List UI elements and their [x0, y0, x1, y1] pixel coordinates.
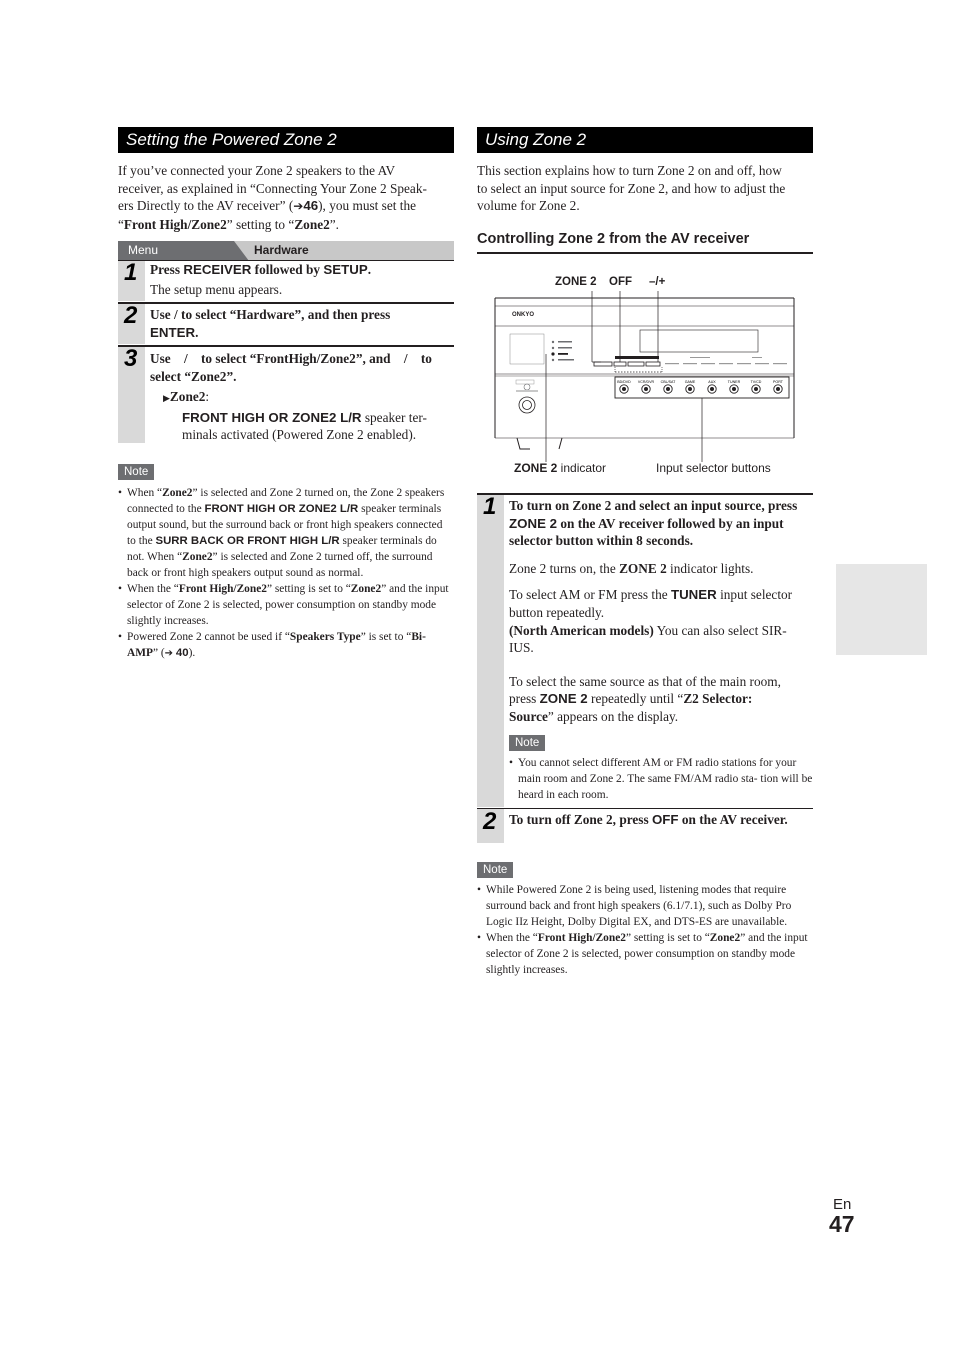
input-button-label: GAME — [684, 380, 696, 384]
step-paragraph: Source” appears on the display. — [509, 708, 679, 724]
step-paragraph: IUS. — [509, 640, 534, 656]
step-heading: Use / to select “Hardware”, and then press — [150, 307, 391, 322]
step-paragraph: (North American models) You can also select SIR- — [509, 622, 787, 638]
diagram-label-zone2: ZONE 2 — [555, 276, 597, 288]
note-item: • When “Zone2” is selected and Zone 2 turned on, the Zone 2 speakers connected to the FRONT HIGH OR ZONE2 L/R speaker terminals output sound, but the surround back or front high speakers connected to the SURR BACK OR FRONT HIGH L/R speaker terminals do not. When “Zone2” is selected and Zone 2 turned off, the surround back or front high speakers output sound as normal. — [118, 485, 454, 581]
menu-path-hardware: Hardware — [254, 243, 309, 257]
input-button-label: VCR/DVR — [637, 380, 655, 384]
diagram-label-volume: –/+ — [649, 276, 666, 288]
step-paragraph: To select AM or FM press the TUNER input selector — [509, 587, 793, 603]
step-paragraph: To select the same source as that of the main room, — [509, 673, 781, 689]
triangle-right-icon: ▶ — [163, 394, 170, 405]
intro-line: volume for Zone 2. — [477, 198, 580, 214]
step-number: 3 — [124, 345, 138, 372]
diagram-label-zone2-indicator: ZONE 2 indicator — [514, 461, 607, 475]
input-selector-button-center — [688, 387, 692, 391]
step-heading: ZONE 2 on the AV receiver followed by an input — [509, 515, 784, 531]
step-desc: The setup menu appears. — [150, 281, 283, 297]
page-language: En — [833, 1196, 852, 1213]
input-button-label: AUX — [708, 380, 716, 384]
input-selector-button-center — [732, 387, 736, 391]
input-selector-button-center — [754, 387, 758, 391]
diagram-label-input-selectors: Input selector buttons — [656, 461, 771, 475]
arrow-icon: ➔ — [293, 199, 304, 214]
section-title-powered-zone2: Setting the Powered Zone 2 — [118, 127, 454, 153]
diagram-label-off: OFF — [609, 276, 632, 288]
section-title-using-zone2: Using Zone 2 — [477, 127, 813, 153]
step-heading: ENTER. — [150, 324, 199, 340]
step-paragraph: press ZONE 2 repeatedly until “Z2 Selector: — [509, 691, 753, 707]
note-item: • When the “Front High/Zone2” setting is set to “Zone2” and the input selector of Zone 2 is selected, power consumption on standby mode slightly increases. — [477, 930, 813, 978]
step-1-text — [150, 261, 454, 298]
intro-line: This section explains how to turn Zone 2 on and off, how — [477, 163, 782, 178]
left-intro — [118, 162, 458, 233]
input-button-label: PORT — [773, 380, 783, 384]
intro-line: “Front High/Zone2” setting to “Zone2”. — [118, 216, 340, 232]
menu-path-bar — [118, 241, 454, 261]
step-3-text — [150, 350, 454, 444]
brand-logo: ONKYO — [512, 312, 535, 318]
note-item: • Powered Zone 2 cannot be used if “Speakers Type” is set to “Bi-AMP” (➔ 40). — [118, 629, 454, 662]
input-button-label: TV/CD — [750, 380, 762, 384]
input-selector-buttons — [617, 380, 784, 393]
note-item: • When the “Front High/Zone2” setting is set to “Zone2” and the input selector of Zone 2 is selected, power consumption on standby mode slightly increases. — [118, 581, 454, 629]
step-heading: Press RECEIVER followed by SETUP. — [150, 262, 372, 277]
right-step-1-text — [509, 497, 813, 726]
right-step-2-text: To turn off Zone 2, press OFF on the AV receiver. — [509, 812, 788, 827]
step-note-list — [509, 755, 813, 803]
note-badge: Note — [477, 862, 513, 878]
step-2-text — [150, 306, 454, 341]
input-button-label: CBL/SAT — [660, 380, 676, 384]
intro-line: ers Directly to the AV receiver” (➔46), you must set the — [118, 198, 416, 214]
input-selector-button-center — [644, 387, 648, 391]
page-number: 47 — [829, 1211, 855, 1237]
input-button-label: TUNER — [727, 380, 741, 384]
step-heading: Use / to select “FrontHigh/Zone2”, and / to — [150, 351, 432, 366]
right-intro — [477, 162, 817, 215]
option-desc: minals activated (Powered Zone 2 enabled). — [182, 427, 417, 443]
note-badge: Note — [509, 735, 545, 751]
note-badge: Note — [118, 464, 154, 480]
option-zone2: ▶Zone2: — [163, 389, 210, 405]
step-number: 2 — [124, 302, 138, 329]
chapter-side-tab — [836, 564, 927, 655]
right-note-list — [477, 882, 813, 978]
menu-label: Menu — [128, 243, 159, 257]
note-item: • You cannot select different AM or FM radio stations for your main room and Zone 2. The same FM/AM radio sta- tion will be heard in each room. — [509, 755, 813, 803]
subheading-controlling-zone2: Controlling Zone 2 from the AV receiver — [477, 231, 750, 247]
left-note-list — [118, 485, 454, 662]
step-number: 1 — [483, 493, 497, 520]
step-heading: To turn on Zone 2 and select an input source, press — [509, 498, 798, 513]
intro-line: If you’ve connected your Zone 2 speakers to the AV — [118, 163, 396, 178]
input-selector-button-center — [776, 387, 780, 391]
intro-line: to select an input source for Zone 2, and how to adjust the — [477, 180, 786, 196]
input-button-label: BD/DVD — [617, 380, 631, 384]
input-selector-button-center — [622, 387, 626, 391]
step-number: 1 — [124, 259, 138, 286]
step-paragraph: Zone 2 turns on, the ZONE 2 indicator lights. — [509, 560, 754, 576]
input-selector-button-center — [666, 387, 670, 391]
step-paragraph: button repeatedly. — [509, 604, 605, 620]
note-item: • While Powered Zone 2 is being used, listening modes that require surround back and front high speakers (6.1/7.1), such as Dolby Pro Logic IIz Height, Dolby Digital EX, and DTS-ES are unavailable. — [477, 882, 813, 930]
intro-line: receiver, as explained in “Connecting Your Zone 2 Speak- — [118, 180, 427, 196]
step-number: 2 — [483, 808, 497, 835]
input-selector-button-center — [710, 387, 714, 391]
step-heading: selector button within 8 seconds. — [509, 533, 694, 549]
step-heading: select “Zone2”. — [150, 368, 237, 384]
receiver-front-panel-diagram — [490, 286, 800, 462]
option-desc: FRONT HIGH OR ZONE2 L/R speaker ter- — [182, 409, 427, 425]
